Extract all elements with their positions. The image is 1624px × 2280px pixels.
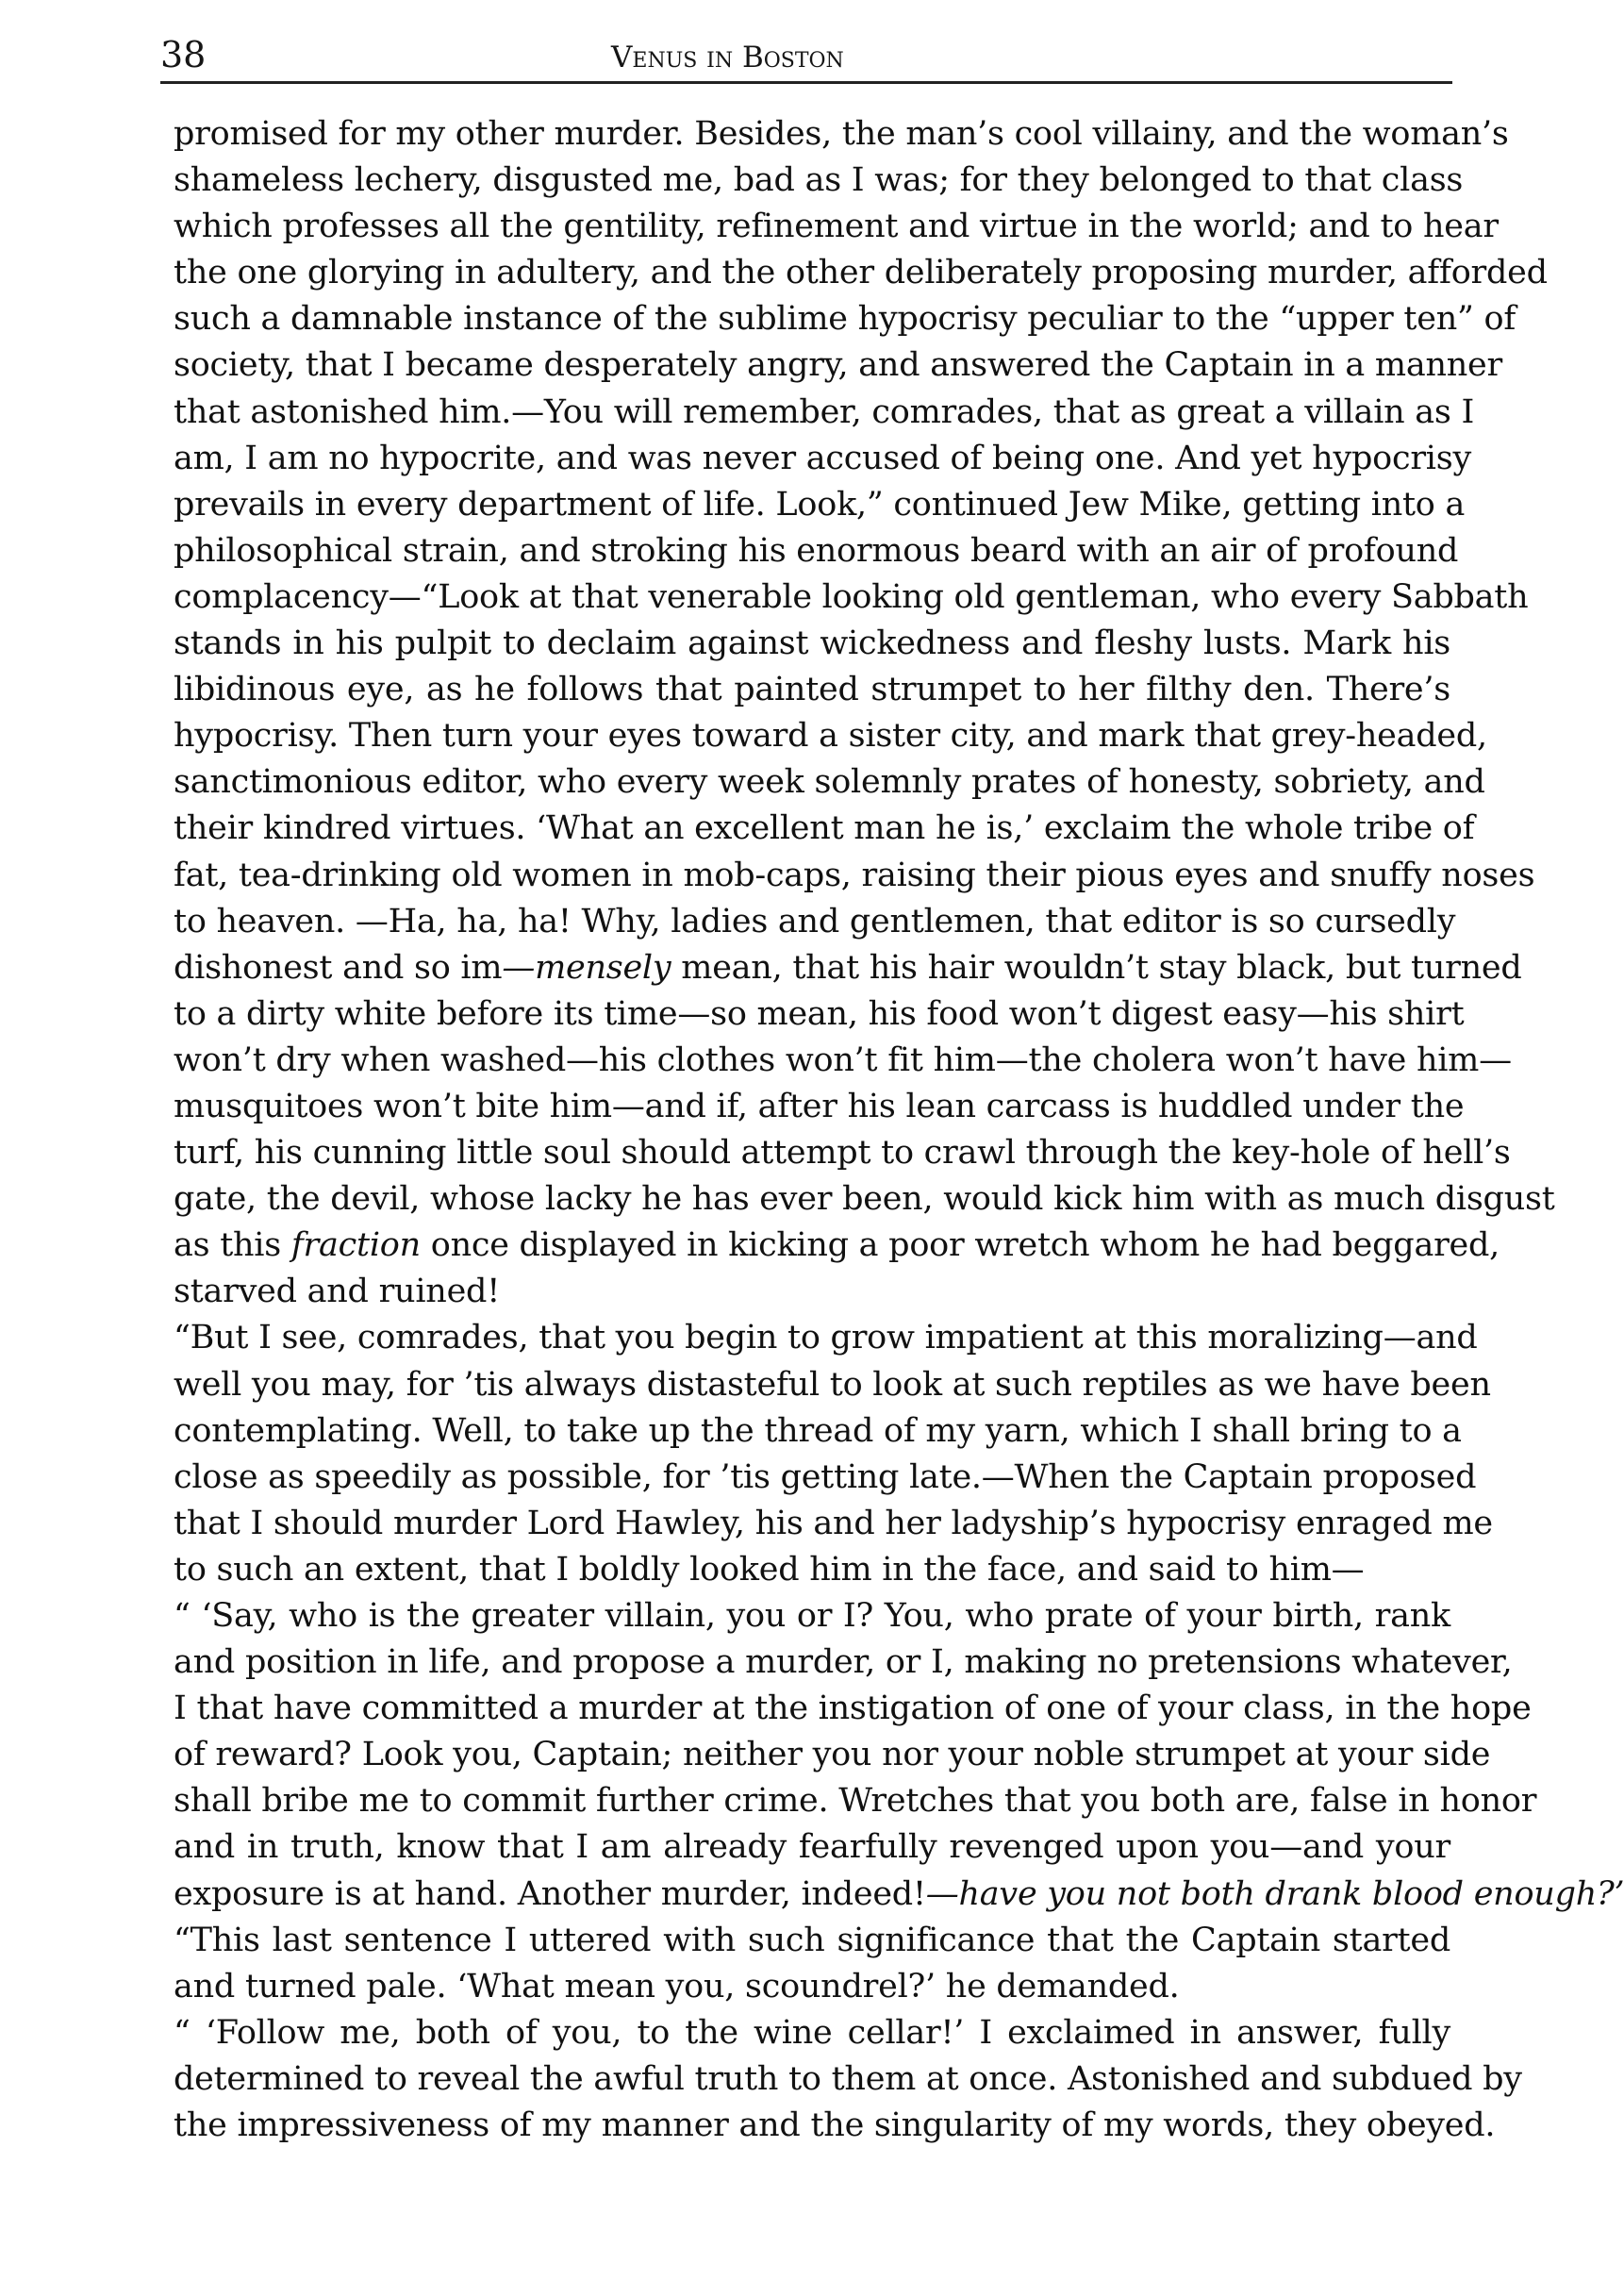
text-line: prevails in every department of life. Look,” continued Jew Mike, getting into a (174, 485, 1466, 524)
text-line: won’t dry when washed—his clothes won’t fit him—the cholera won’t have him— (174, 1040, 1512, 1079)
text-line (174, 945, 1522, 991)
text-line: gate, the devil, whose lacky he has ever been, would kick him with as much disgust (174, 1180, 1555, 1219)
text-line: close as speedily as possible, for ’tis getting late.—When the Captain proposed (174, 1457, 1477, 1496)
text-line: musquitoes won’t bite him—and if, after his lean carcass is huddled under the (174, 1087, 1465, 1125)
running-title: Venus in Boston (611, 41, 844, 75)
text-line: and position in life, and propose a murder, or I, making no pretensions whatever, (174, 1643, 1513, 1682)
text-line: fat, tea-drinking old women in mob-caps, raising their pious eyes and snuffy noses (174, 856, 1535, 894)
text-line: “ ‘Say, who is the greater villain, you or I? You, who prate of your birth, rank (174, 1597, 1450, 1635)
text-segment: mean, that his hair wouldn’t stay black, but turned (671, 948, 1522, 987)
text-line: hypocrisy. Then turn your eyes toward a sister city, and mark that grey-headed, (174, 717, 1487, 756)
text-segment: as this (174, 1226, 291, 1265)
text-line: libidinous eye, as he follows that painted strumpet to her filthy den. There’s (174, 671, 1450, 709)
header-rule (160, 81, 1452, 84)
text-line: their kindred virtues. ‘What an excellent man he is,’ exclaim the whole tribe of (174, 809, 1475, 848)
running-head (160, 28, 1452, 87)
text-line: such a damnable instance of the sublime hypocrisy peculiar to the “upper ten” of (174, 300, 1516, 339)
text-line: which professes all the gentility, refinement and virtue in the world; and to hear (174, 208, 1499, 246)
text-line: contemplating. Well, to take up the thread of my yarn, which I shall bring to a (174, 1411, 1462, 1450)
text-line: “ ‘Follow me, both of you, to the wine cellar!’ I exclaimed in answer, fully (174, 2013, 1450, 2052)
text-line: the impressiveness of my manner and the singularity of my words, they obeyed. (174, 2106, 1496, 2145)
text-segment: dishonest and so im (174, 948, 503, 987)
text-line: to a dirty white before its time—so mean, his food won’t digest easy—his shirt (174, 994, 1465, 1033)
text-line: of reward? Look you, Captain; neither you nor your noble strumpet at your side (174, 1736, 1491, 1774)
text-line: “This last sentence I uttered with such significance that the Captain started (174, 1921, 1450, 1959)
text-line: complacency—“Look at that venerable looking old gentleman, who every Sabbath (174, 577, 1529, 616)
text-line: society, that I became desperately angry, and answered the Captain in a manner (174, 346, 1502, 385)
paragraph-last-line: starved and ruined! (174, 1273, 501, 1311)
italic-text-segment: —mensely (502, 948, 671, 987)
text-line: “But I see, comrades, that you begin to grow impatient at this moralizing—and (174, 1319, 1478, 1357)
text-line: that astonished him.—You will remember, comrades, that as great a villain as I (174, 392, 1475, 431)
body-text (174, 111, 1624, 2149)
italic-text-segment: fraction (290, 1226, 421, 1265)
text-segment: exposure is at hand. Another murder, indeed! (174, 1874, 926, 1913)
text-line: philosophical strain, and stroking his enormous beard with an air of profound (174, 531, 1459, 570)
paragraph-last-line: and turned pale. ‘What mean you, scoundrel?’ he demanded. (174, 1967, 1180, 2005)
text-line: the one glorying in adultery, and the other deliberately proposing murder, afforded (174, 254, 1548, 292)
text-line: promised for my other murder. Besides, the man’s cool villainy, and the woman’s (174, 115, 1509, 153)
text-line (174, 1872, 1624, 1918)
text-line: I that have committed a murder at the instigation of one of your class, in the hope (174, 1689, 1532, 1728)
text-line: and in truth, know that I am already fearfully revenged upon you—and your (174, 1828, 1450, 1867)
italic-text-segment: —have you not both drank blood enough?’ (925, 1874, 1624, 1913)
paragraph-last-line: to such an extent, that I boldly looked him in the face, and said to him— (174, 1550, 1365, 1589)
text-line: shall bribe me to commit further crime. Wretches that you both are, false in honor (174, 1782, 1537, 1821)
text-line: to heaven. —Ha, ha, ha! Why, ladies and gentlemen, that editor is so cursedly (174, 902, 1456, 940)
text-line: that I should murder Lord Hawley, his and her ladyship’s hypocrisy enraged me (174, 1504, 1493, 1542)
text-line: shameless lechery, disgusted me, bad as I was; for they belonged to that class (174, 161, 1464, 200)
text-line (174, 1223, 1500, 1269)
text-line: determined to reveal the awful truth to them at once. Astonished and subdued by (174, 2059, 1522, 2098)
text-line: well you may, for ’tis always distasteful to look at such reptiles as we have been (174, 1365, 1491, 1404)
page-number: 38 (160, 34, 207, 75)
text-segment: once displayed in kicking a poor wretch whom he had beggared, (420, 1226, 1500, 1265)
text-line: sanctimonious editor, who every week solemnly prates of honesty, sobriety, and (174, 763, 1485, 802)
text-line: am, I am no hypocrite, and was never accused of being one. And yet hypocrisy (174, 439, 1471, 477)
text-line: turf, his cunning little soul should attempt to crawl through the key-hole of hell’s (174, 1134, 1511, 1173)
text-line: stands in his pulpit to declaim against wickedness and fleshy lusts. Mark his (174, 624, 1450, 663)
